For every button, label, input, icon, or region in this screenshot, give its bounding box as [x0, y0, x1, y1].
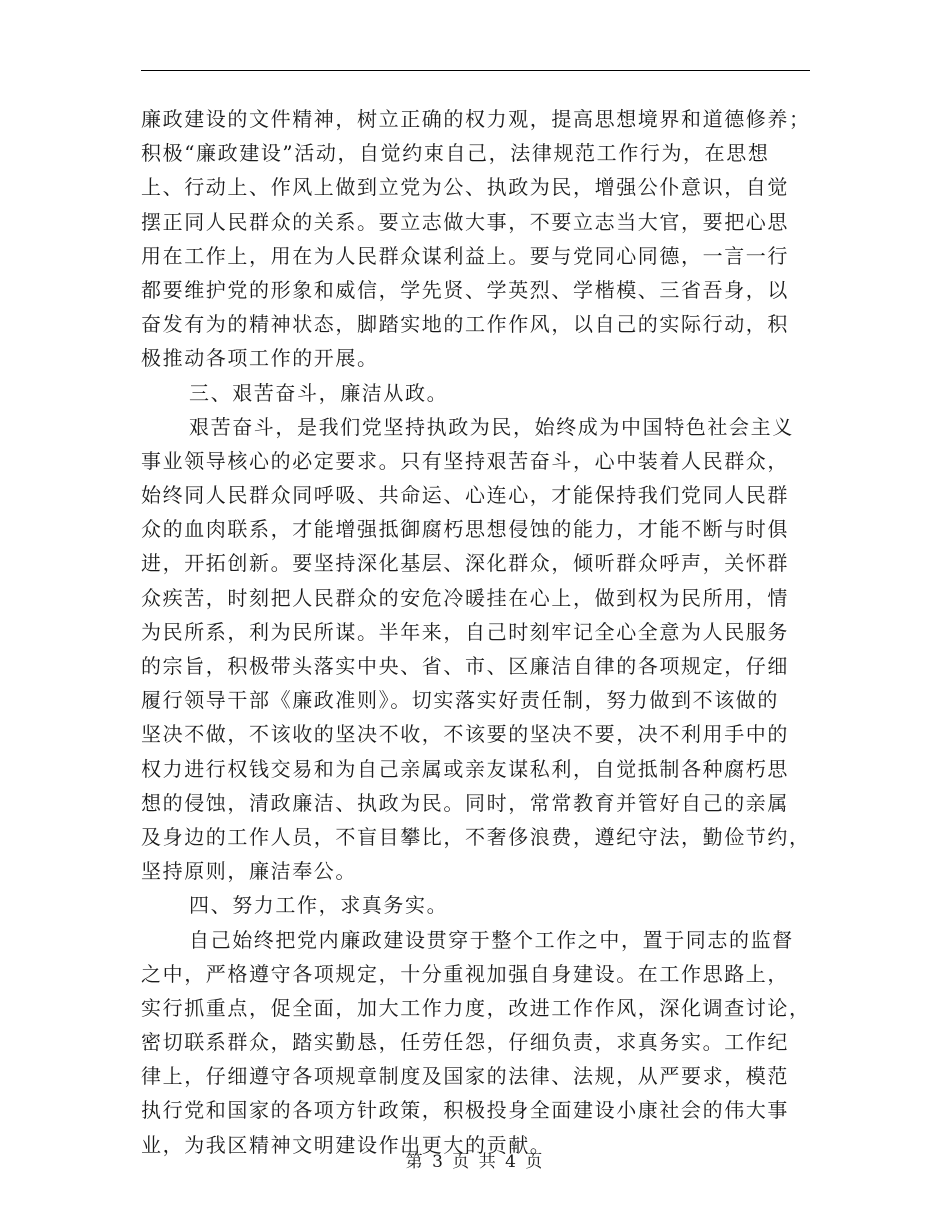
- text-line: 为民所系，利为民所谋。半年来，自己时刻牢记全心全意为人民服务: [141, 619, 789, 644]
- text-line: 艰苦奋斗，是我们党坚持执政为民，始终成为中国特色社会主义: [189, 414, 794, 439]
- text-line: 摆正同人民群众的关系。要立志做大事，不要立志当大官，要把心思: [141, 209, 789, 234]
- text-line: 众的血肉联系，才能增强抵御腐朽思想侵蚀的能力，才能不断与时俱: [141, 517, 789, 542]
- text-line: 奋发有为的精神状态，脚踏实地的工作作风，以自己的实际行动，积: [141, 312, 789, 337]
- text-line: 上、行动上、作风上做到立党为公、执政为民，增强公仆意识，自觉: [141, 175, 789, 200]
- text-line: 履行领导干部《廉政准则》。切实落实好责任制，努力做到不该做的: [141, 688, 779, 713]
- text-line: 积极“廉政建设”活动，自觉约束自己，法律规范工作行为，在思想: [141, 141, 770, 166]
- text-line: 密切联系群众，踏实勤恳，任劳任怨，仔细负责，求真务实。工作纪: [141, 1030, 789, 1055]
- text-line: 权力进行权钱交易和为自己亲属或亲友谋私利，自觉抵制各种腐朽思: [141, 756, 789, 781]
- text-line: 坚决不做，不该收的坚决不收，不该要的坚决不要，决不利用手中的: [141, 722, 789, 747]
- text-line: 坚持原则，廉洁奉公。: [141, 859, 357, 884]
- header-rule: [141, 70, 810, 71]
- text-line: 律上，仔细遵守各项规章制度及国家的法律、法规，从严要求，模范: [141, 1064, 789, 1089]
- section-heading: 三、艰苦奋斗，廉洁从政。: [189, 380, 449, 405]
- text-line: 众疾苦，时刻把人民群众的安危冷暖挂在心上，做到权为民所用，情: [141, 585, 789, 610]
- text-line: 执行党和国家的各项方针政策，积极投身全面建设小康社会的伟大事: [141, 1098, 789, 1123]
- text-line: 都要维护党的形象和威信，学先贤、学英烈、学楷模、三省吾身，以: [141, 277, 789, 302]
- text-line: 自己始终把党内廉政建设贯穿于整个工作之中，置于同志的监督: [189, 927, 794, 952]
- page-number-footer: 第 3 页 共 4 页: [405, 1152, 545, 1172]
- text-line: 想的侵蚀，清政廉洁、执政为民。同时，常常教育并管好自己的亲属: [141, 790, 789, 815]
- document-body: [141, 102, 813, 1162]
- text-line: 进，开拓创新。要坚持深化基层、深化群众，倾听群众呼声，关怀群: [141, 551, 789, 576]
- section-heading: 四、努力工作，求真务实。: [189, 893, 449, 918]
- text-line: 极推动各项工作的开展。: [141, 346, 379, 371]
- text-line: 的宗旨，积极带头落实中央、省、市、区廉洁自律的各项规定，仔细: [141, 654, 789, 678]
- text-line: 及身边的工作人员，不盲目攀比，不奢侈浪费，遵纪守法，勤俭节约，: [141, 824, 811, 849]
- text-line: 业，为我区精神文明建设作出更大的贡献。: [141, 1132, 552, 1157]
- text-line: 事业领导核心的必定要求。只有坚持艰苦奋斗，心中装着人民群众，: [141, 448, 789, 473]
- text-line: 始终同人民群众同呼吸、共命运、心连心，才能保持我们党同人民群: [141, 483, 789, 508]
- text-line: 实行抓重点，促全面，加大工作力度，改进工作作风，深化调查讨论，: [141, 995, 811, 1020]
- text-line: 之中，严格遵守各项规定，十分重视加强自身建设。在工作思路上，: [141, 961, 789, 986]
- text-line: 用在工作上，用在为人民群众谋利益上。要与党同心同德，一言一行: [141, 243, 789, 268]
- text-line: 廉政建设的文件精神，树立正确的权力观，提高思想境界和道德修养；: [141, 107, 811, 131]
